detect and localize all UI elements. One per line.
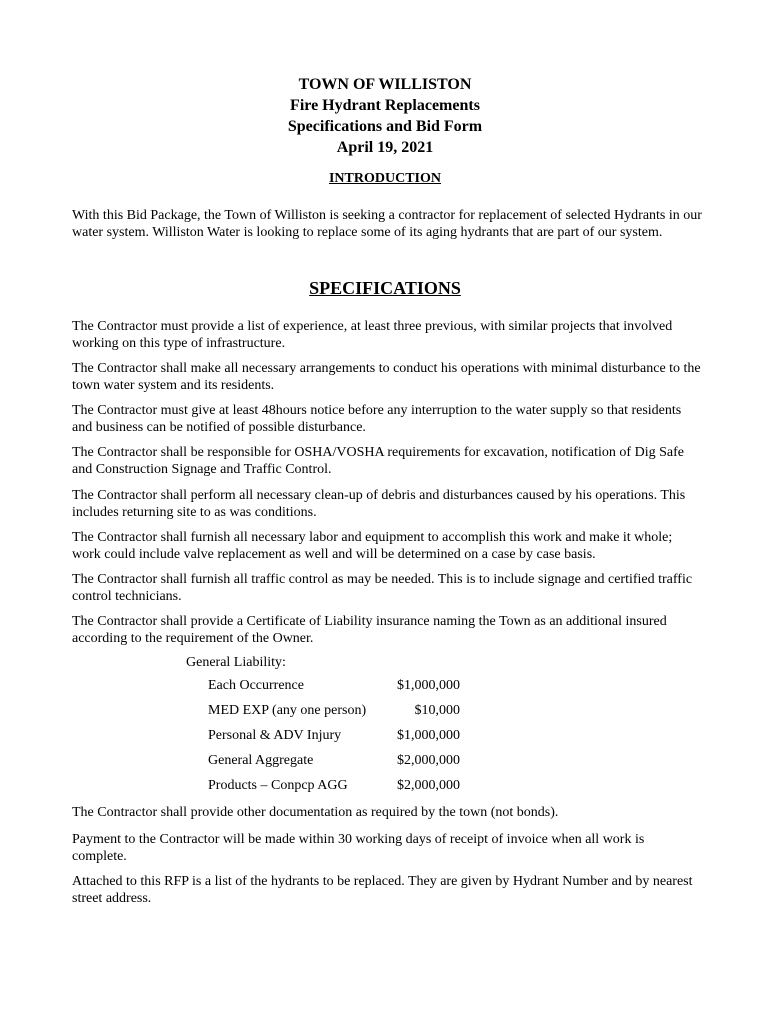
spec-paragraph-cleanup: The Contractor shall perform all necessary clean-up of debris and disturbances caused by his operations. This includes returning site to as was conditions. — [72, 488, 686, 520]
coverage-name: Personal & ADV Injury — [208, 728, 342, 743]
coverage-amount: $2,000,000 — [397, 778, 460, 793]
coverage-name: General Aggregate — [208, 753, 314, 768]
document-header — [0, 74, 770, 158]
general-liability-table — [208, 678, 460, 803]
general-liability-label: General Liability: — [186, 655, 286, 670]
coverage-amount: $10,000 — [414, 703, 460, 718]
spec-paragraph-osha: The Contractor shall be responsible for OSHA/VOSHA requirements for excavation, notification of Dig Safe and Construction Signage and Traffic Control. — [72, 445, 684, 477]
spec-paragraph-documentation: The Contractor shall provide other documentation as required by the town (not bonds). — [72, 805, 559, 820]
document-date: April 19, 2021 — [336, 139, 434, 156]
spec-paragraph-experience: The Contractor must provide a list of experience, at least three previous, with similar projects that involved working on this type of infrastructure. — [72, 319, 673, 351]
spec-paragraph-traffic: The Contractor shall furnish all traffic control as may be needed. This is to include signage and certified traffic control technicians. — [72, 572, 693, 604]
coverage-amount: $2,000,000 — [397, 753, 460, 768]
spec-paragraph-notice: The Contractor must give at least 48hours notice before any interruption to the water supply so that residents and business can be notified of possible disturbance. — [72, 403, 682, 435]
specifications-heading: SPECIFICATIONS — [309, 278, 461, 298]
spec-paragraph-arrangements: The Contractor shall make all necessary arrangements to conduct his operations with minimal disturbance to the town water system and its residents. — [72, 361, 701, 393]
project-title: Fire Hydrant Replacements — [290, 97, 480, 114]
introduction-paragraph: With this Bid Package, the Town of Williston is seeking a contractor for replacement of selected Hydrants in our water system. Williston Water is looking to replace some of its aging hydrants that are part of our system. — [72, 208, 702, 240]
spec-paragraph-insurance: The Contractor shall provide a Certificate of Liability insurance naming the Town as an additional insured according to the requirement of the Owner. — [72, 614, 667, 646]
spec-paragraph-attachment: Attached to this RFP is a list of the hydrants to be replaced. They are given by Hydrant Number and by nearest street address. — [72, 874, 693, 906]
spec-paragraph-payment: Payment to the Contractor will be made within 30 working days of receipt of invoice when all work is complete. — [72, 832, 645, 864]
spec-paragraph-labor: The Contractor shall furnish all necessary labor and equipment to accomplish this work and make it whole; work could include valve replacement as well and will be determined on a case by case basis. — [72, 530, 673, 562]
coverage-name: Products – Conpcp AGG — [208, 778, 348, 793]
table-row — [208, 703, 460, 728]
document-type: Specifications and Bid Form — [287, 118, 483, 135]
table-row — [208, 753, 460, 778]
table-row — [208, 728, 460, 753]
town-title: TOWN OF WILLISTON — [298, 76, 472, 93]
table-row — [208, 678, 460, 703]
coverage-name: Each Occurrence — [208, 678, 304, 693]
coverage-amount: $1,000,000 — [397, 678, 460, 693]
table-row — [208, 778, 460, 803]
coverage-name: MED EXP (any one person) — [208, 703, 367, 718]
coverage-amount: $1,000,000 — [397, 728, 460, 743]
introduction-heading: INTRODUCTION — [328, 171, 441, 186]
